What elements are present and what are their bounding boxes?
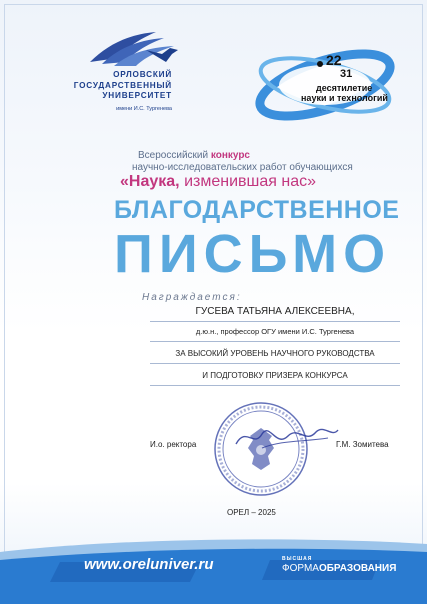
award-reason-1: ЗА ВЫСОКИЙ УРОВЕНЬ НАУЧНОГО РУКОВОДСТВА — [150, 349, 400, 364]
contest-type: Всероссийский — [138, 150, 209, 161]
forma-word: ФОРМА — [282, 563, 319, 574]
website-link[interactable]: www.oreluniver.ru — [84, 556, 214, 573]
signer-name: Г.М. Зомитева — [336, 440, 389, 449]
contest-line-1 — [138, 150, 250, 161]
contest-name-rest: изменившая нас» — [184, 173, 316, 190]
contest-word: конкурс — [210, 150, 250, 161]
awarded-label: Награждается: — [142, 292, 242, 303]
forma-logo-text — [282, 563, 396, 574]
decade-number-end: 31 — [340, 68, 353, 80]
decade-title-line-2: науки и технологий — [301, 93, 388, 103]
contest-line-2: научно-исследовательских работ обучающихся — [132, 162, 353, 173]
award-reason-2: И ПОДГОТОВКУ ПРИЗЕРА КОНКУРСА — [150, 371, 400, 386]
university-name-line-3: УНИВЕРСИТЕТ — [102, 91, 172, 100]
title-line-2: ПИСЬМО — [114, 224, 392, 284]
university-bird-logo — [88, 28, 180, 68]
decade-title-line-1: десятилетие — [316, 83, 373, 93]
contest-name — [120, 173, 316, 191]
title-line-1: БЛАГОДАРСТВЕННОЕ — [114, 196, 400, 224]
university-name-line-1: ОРЛОВСКИЙ — [113, 70, 172, 79]
forma-top-label: ВЫСШАЯ — [282, 556, 313, 562]
recipient-name: ГУСЕВА ТАТЬЯНА АЛЕКСЕЕВНА, — [150, 306, 400, 322]
place-year: ОРЕЛ – 2025 — [227, 508, 276, 517]
university-name-line-2: ГОСУДАРСТВЕННЫЙ — [73, 80, 172, 90]
decade-number-start: 22 — [326, 52, 342, 68]
university-subtitle: имени И.С. Тургенева — [116, 106, 172, 112]
contest-name-bold: «Наука, — [120, 173, 180, 190]
signer-role: И.о. ректора — [150, 440, 197, 449]
obrazovaniya-word: ОБРАЗОВАНИЯ — [318, 563, 397, 574]
signature-scribble — [232, 418, 342, 458]
recipient-position: д.ю.н., профессор ОГУ имени И.С. Тургенева — [150, 327, 400, 342]
university-name — [62, 70, 172, 102]
